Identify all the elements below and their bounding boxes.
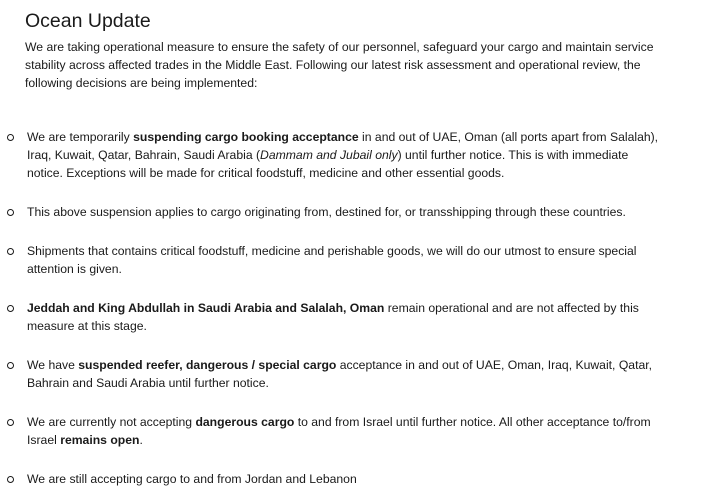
list-item: Shipments that contains critical foodstuff, medicine and perishable goods, we will do our utmost to ensure special attention is given. <box>27 242 667 278</box>
bullet-icon <box>7 419 14 426</box>
page-title: Ocean Update <box>25 10 151 32</box>
bullet-icon <box>7 248 14 255</box>
bullet-icon <box>7 476 14 483</box>
list-item: Jeddah and King Abdullah in Saudi Arabia and Salalah, Oman remain operational and are not affected by this measure at this stage. <box>27 299 667 335</box>
emphasis-text: remains open <box>60 433 140 447</box>
emphasis-text: suspending cargo booking acceptance <box>133 130 359 144</box>
bullet-icon <box>7 209 14 216</box>
list-item: We are currently not accepting dangerous cargo to and from Israel until further notice. All other acceptance to/from Israel remains open. <box>27 413 667 449</box>
intro-paragraph: We are taking operational measure to ensure the safety of our personnel, safeguard your cargo and maintain service stability across affected trades in the Middle East. Following our latest risk assessment and operational review, the following decisions are being implemented: <box>25 40 654 90</box>
list-item: We have suspended reefer, dangerous / special cargo acceptance in and out of UAE, Oman, Iraq, Kuwait, Qatar, Bahrain and Saudi Arabia until further notice. <box>27 356 667 392</box>
emphasis-text: dangerous cargo <box>195 415 295 429</box>
emphasis-text: suspended reefer, dangerous / special cargo <box>78 358 337 372</box>
list-item: We are temporarily suspending cargo booking acceptance in and out of UAE, Oman (all ports apart from Salalah), Iraq, Kuwait, Qatar, Bahrain, Saudi Arabia (Dammam and Jubail only) until further notice. This is with immediate notice. Exceptions will be made for critical foodstuff, medicine and other essential goods. <box>27 128 667 182</box>
bullet-icon <box>7 305 14 312</box>
list-item: This above suspension applies to cargo originating from, destined for, or transshipping through these countries. <box>27 203 667 221</box>
emphasis-text: Jeddah and King Abdullah in Saudi Arabia and Salalah, Oman <box>27 301 385 315</box>
bullet-icon <box>7 134 14 141</box>
italic-text: Dammam and Jubail only <box>260 148 398 162</box>
list-item: We are still accepting cargo to and from Jordan and Lebanon <box>27 470 667 488</box>
ocean-update-notice <box>25 8 690 92</box>
bullet-icon <box>7 362 14 369</box>
